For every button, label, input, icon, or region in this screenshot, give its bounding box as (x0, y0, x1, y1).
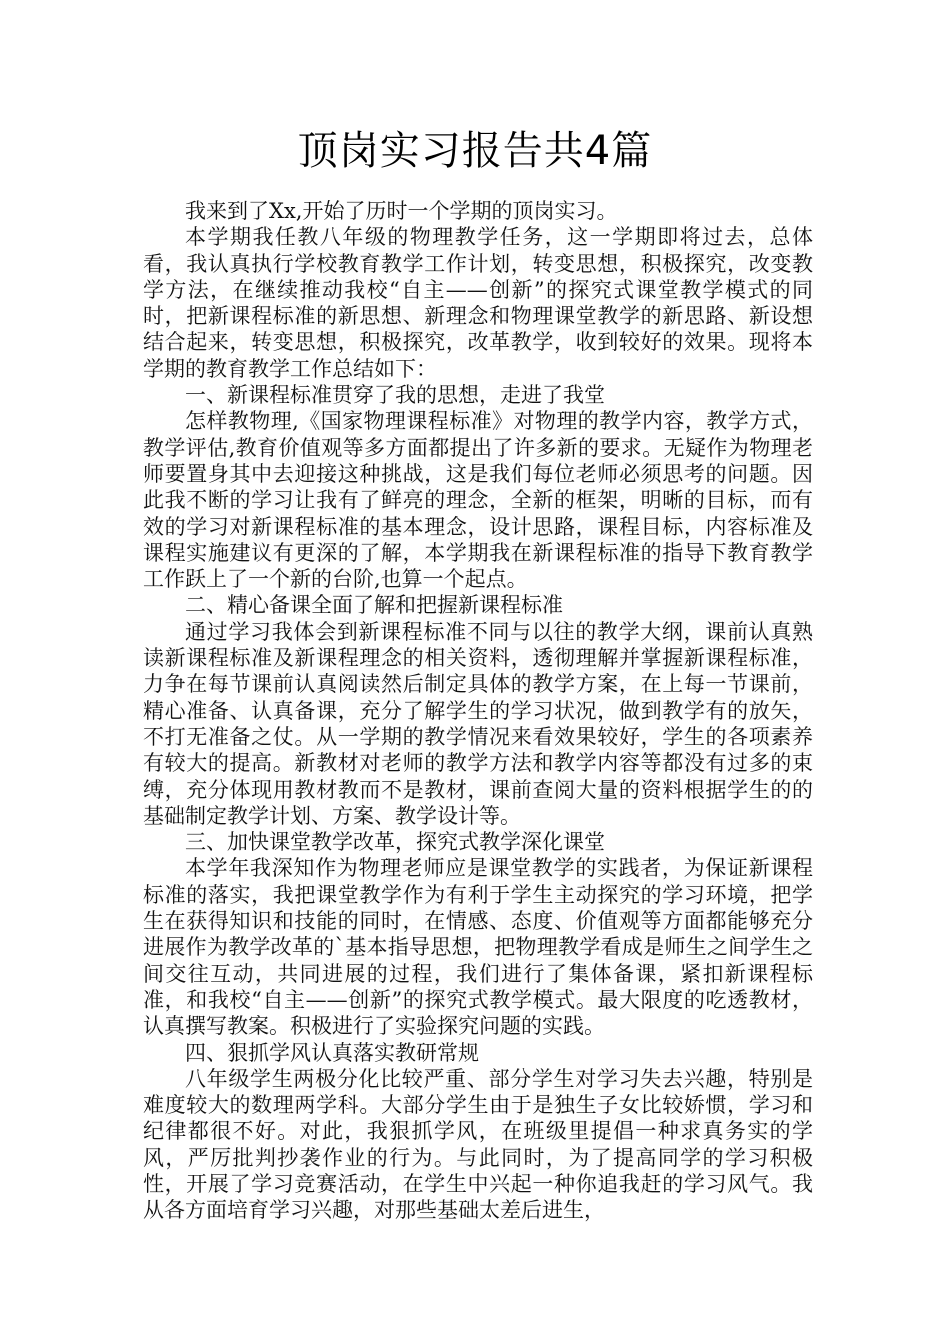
paragraph-section-4: 八年级学生两极分化比较严重、部分学生对学习失去兴趣，特别是难度较大的数理两学科。大部分学生由于是独生子女比较娇惯，学习和纪律都很不好。对此，我狠抓学风，在班级里提倡一种求真务实的学风，严厉批判抄袭作业的行为。与此同时，为了提高同学的学习积极性，开展了学习竞赛活动，在学生中兴起一种你追我赶的学习风气。我从各方面培育学习兴趣，对那些基础太差后进生， (143, 1066, 813, 1223)
document-body (143, 198, 813, 1224)
paragraph-summary: 本学期我任教八年级的物理教学任务，这一学期即将过去，总体看，我认真执行学校教育教学工作计划，转变思想，积极探究，改变教学方法，在继续推动我校“自主——创新”的探究式课堂教学模式的同时，把新课程标准的新思想、新理念和物理课堂教学的新思路、新设想结合起来，转变思想，积极探究，改革教学，收到较好的效果。现将本学期的教育教学工作总结如下： (143, 225, 813, 381)
document-title: 顶岗实习报告共4篇 (297, 128, 653, 174)
section-heading-2: 二、精心备课全面了解和把握新课程标准 (185, 593, 563, 618)
paragraph-intro: 我来到了Xx,开始了历时一个学期的顶岗实习。 (185, 199, 618, 223)
section-heading-4: 四、狠抓学风认真落实教研常规 (185, 1040, 479, 1065)
paragraph-section-2: 通过学习我体会到新课程标准不同与以往的教学大纲，课前认真熟读新课程标准及新课程理念的相关资料，透彻理解并掌握新课程标准，力争在每节课前认真阅读然后制定具体的教学方案，在上每一节课前，精心准备、认真备课，充分了解学生的学习状况，做到教学有的放矢，不打无准备之仗。从一学期的教学情况来看效果较好，学生的各项素养有较大的提高。新教材对老师的教学方法和教学内容等都没有过多的束缚，充分体现用教材教而不是教材，课前查阅大量的资料根据学生的的基础制定教学计划、方案、教学设计等。 (143, 619, 813, 828)
section-heading-3: 三、加快课堂教学改革，探究式教学深化课堂 (185, 830, 605, 855)
paragraph-section-3: 本学年我深知作为物理老师应是课堂教学的实践者，为保证新课程标准的落实，我把课堂教学作为有利于学生主动探究的学习环境，把学生在获得知识和技能的同时，在情感、态度、价值观等方面都能够充分进展作为教学改革的`基本指导思想，把物理教学看成是师生之间学生之间交往互动，共同进展的过程，我们进行了集体备课，紧扣新课程标准，和我校“自主——创新”的探究式教学模式。最大限度的吃透教材，认真撰写教案。积极进行了实验探究问题的实践。 (143, 856, 813, 1039)
section-heading-1: 一、新课程标准贯穿了我的思想，走进了我堂 (185, 383, 605, 408)
paragraph-section-1: 怎样教物理,《国家物理课程标准》对物理的教学内容，教学方式，教学评估,教育价值观等多方面都提出了许多新的要求。无疑作为物理老师要置身其中去迎接这种挑战，这是我们每位老师必须思考的问题。因此我不断的学习让我有了鲜亮的理念，全新的框架，明晰的目标，而有效的学习对新课程标准的基本理念，设计思路，课程目标，内容标准及课程实施建议有更深的了解，本学期我在新课程标准的指导下教育教学工作跃上了一个新的台阶,也算一个起点。 (143, 409, 813, 592)
